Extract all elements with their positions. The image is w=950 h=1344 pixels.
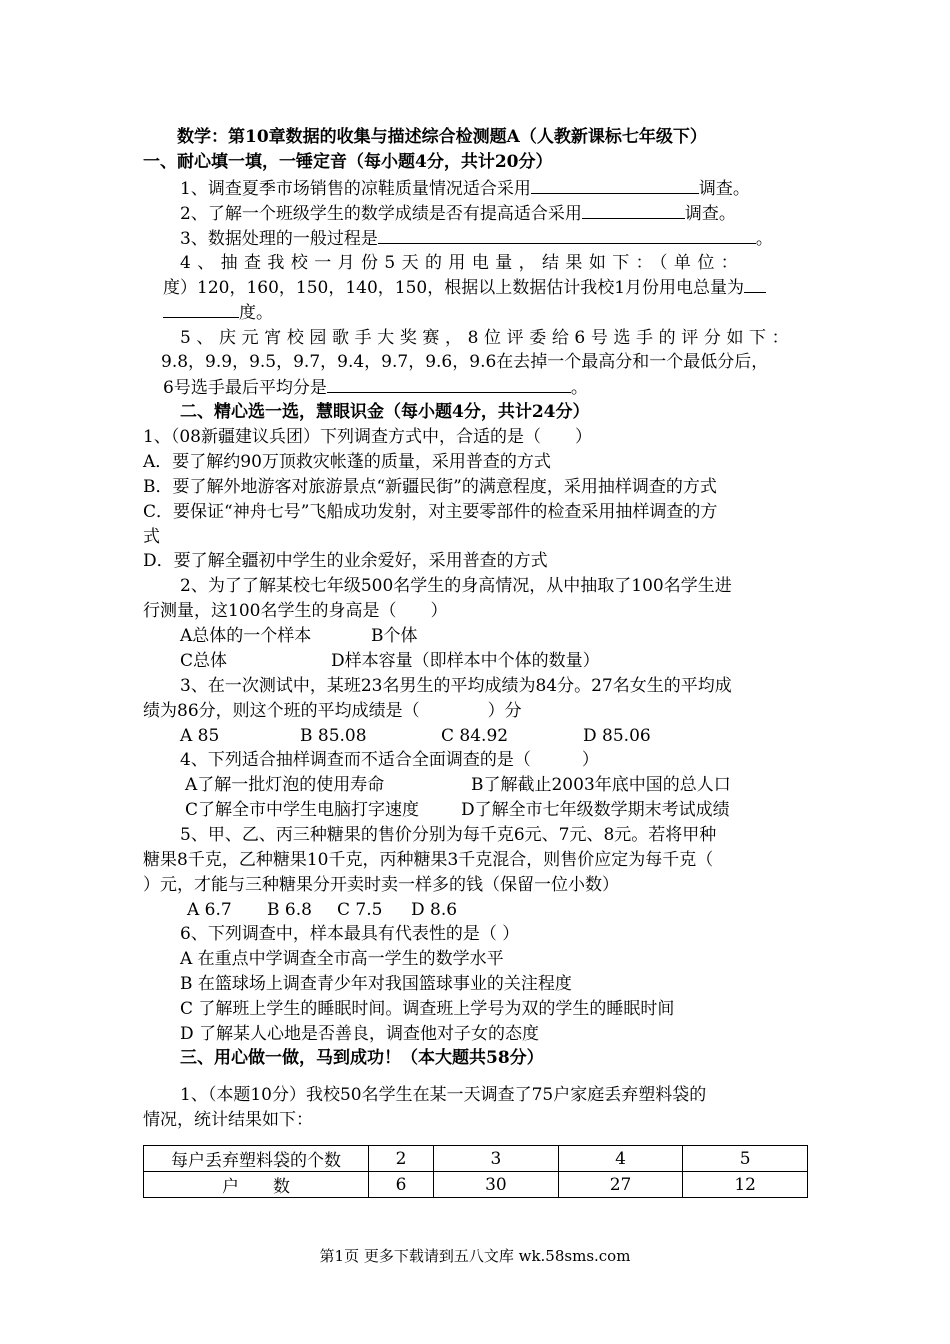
table-row (144, 1146, 808, 1172)
s2-q5-option-b: B 6.8 (267, 900, 312, 920)
s2-q2-line2: 行测量，这100名学生的身高是（ ） (143, 601, 448, 621)
s1-q4-line3: 度。 (163, 301, 273, 324)
s2-q1: 1、（08新疆建议兵团）下列调查方式中，合适的是（ ） (143, 427, 592, 447)
s2-q4-option-c: C了解全市中学生电脑打字速度 (185, 800, 420, 820)
s2-q4: 4、下列适合抽样调查而不适合全面调查的是（ ） (180, 750, 599, 770)
s2-q2-option-b: B个体 (371, 626, 418, 646)
s2-q1-option-c: C．要保证“神舟七号”飞船成功发射，对主要零部件的检查采用抽样调查的方 (143, 502, 718, 522)
table-cell: 5 (683, 1146, 808, 1172)
table-cell: 27 (558, 1172, 683, 1198)
s2-q1-option-b: B．要了解外地游客对旅游景点“新疆民街”的满意程度，采用抽样调查的方式 (143, 477, 717, 497)
section3-heading: 三、用心做一做，马到成功！（本大题共58分） (180, 1048, 544, 1068)
s1-q5-line3: 6号选手最后平均分是 。 (163, 378, 588, 398)
answer-blank (582, 202, 685, 219)
s2-q3-option-b: B 85.08 (300, 726, 367, 746)
table-row (144, 1172, 808, 1198)
s2-q6: 6、下列调查中，样本最具有代表性的是（ ） (180, 924, 520, 944)
page-footer: 第1页 更多下载请到五八文库 wk.58sms.com (319, 1247, 631, 1265)
s2-q2-line1: 2、为了了解某校七年级500名学生的身高情况，从中抽取了100名学生进 (180, 576, 732, 596)
s1-q4-line1: 4、抽查我校一月份5天的用电量，结果如下：（单位： (180, 253, 745, 273)
s3-q1-line1: 1、（本题10分）我校50名学生在某一天调查了75户家庭丢弃塑料袋的 (180, 1085, 707, 1105)
s3-q1-line2: 情况，统计结果如下： (143, 1110, 313, 1130)
s1-q4-line2: 度）120，160，150，140，150，根据以上数据估计我校1月份用电总量为 (163, 276, 766, 299)
table-cell: 4 (558, 1146, 683, 1172)
s2-q2-option-c: C总体 (180, 651, 228, 671)
s2-q5-option-d: D 8.6 (411, 900, 458, 920)
table-cell: 2 (369, 1146, 434, 1172)
section1-heading: 一、耐心填一填，一锤定音（每小题4分，共计20分） (143, 152, 553, 172)
s1-q5-line1: 5、庆元宵校园歌手大奖赛，8位评委给6号选手的评分如下： (180, 328, 795, 348)
s2-q6-option-b: B 在篮球场上调查青少年对我国篮球事业的关注程度 (180, 974, 572, 994)
s2-q5-line2: 糖果8千克，乙种糖果10千克，丙种糖果3千克混合，则售价应定为每千克（ (143, 850, 714, 870)
s2-q5-line3: ）元，才能与三种糖果分开卖时卖一样多的钱（保留一位小数） (143, 875, 619, 895)
s2-q4-option-d: D了解全市七年级数学期末考试成绩 (461, 800, 730, 820)
s2-q4-option-a: A了解一批灯泡的使用寿命 (185, 775, 385, 795)
s1-q1: 1、调查夏季市场销售的凉鞋质量情况适合采用 调查。 (180, 179, 750, 199)
s2-q3-option-a: A 85 (180, 726, 220, 746)
s2-q3-option-c: C 84.92 (441, 726, 509, 746)
s1-q2: 2、了解一个班级学生的数学成绩是否有提高适合采用 调查。 (180, 204, 736, 224)
s2-q5-line1: 5、甲、乙、丙三种糖果的售价分别为每千克6元、7元、8元。若将甲种 (180, 825, 717, 845)
s2-q6-option-d: D 了解某人心地是否善良，调查他对子女的态度 (180, 1024, 540, 1044)
s2-q3-line1: 3、在一次测试中，某班23名男生的平均成绩为84分。27名女生的平均成 (180, 676, 732, 696)
table-cell: 每户丢弃塑料袋的个数 (144, 1146, 369, 1172)
s2-q3-line2: 绩为86分，则这个班的平均成绩是（ ）分 (143, 701, 522, 721)
s2-q5-option-c: C 7.5 (337, 900, 383, 920)
s2-q4-option-b: B了解截止2003年底中国的总人口 (471, 775, 731, 795)
answer-blank (531, 177, 699, 194)
answer-blank (327, 376, 571, 393)
s2-q6-option-a: A 在重点中学调查全市高一学生的数学水平 (180, 949, 504, 969)
s2-q5-option-a: A 6.7 (187, 900, 232, 920)
table-cell: 12 (683, 1172, 808, 1198)
s1-q3: 3、数据处理的一般过程是 。 (180, 229, 773, 249)
answer-blank (744, 276, 766, 293)
table-cell: 3 (434, 1146, 559, 1172)
s2-q2-option-d: D样本容量（即样本中个体的数量） (331, 651, 600, 671)
s2-q1-option-a: A．要了解约90万顶救灾帐蓬的质量，采用普查的方式 (143, 452, 551, 472)
data-table (143, 1145, 808, 1198)
s2-q3-option-d: D 85.06 (583, 726, 651, 746)
section2-heading: 二、精心选一选，慧眼识金（每小题4分，共计24分） (180, 402, 590, 422)
table-cell: 30 (434, 1172, 559, 1198)
answer-blank (378, 227, 756, 244)
s2-q2-option-a: A总体的一个样本 (180, 626, 312, 646)
s2-q6-option-c: C 了解班上学生的睡眠时间。调查班上学号为双的学生的睡眠时间 (180, 999, 675, 1019)
answer-blank (163, 301, 239, 318)
table-cell: 6 (369, 1172, 434, 1198)
s2-q1-option-d: D．要了解全疆初中学生的业余爱好，采用普查的方式 (143, 551, 548, 571)
page-title: 数学：第10章数据的收集与描述综合检测题A（人教新课标七年级下） (177, 127, 707, 147)
s1-q5-line2: 9.8，9.9，9.5，9.7，9.4，9.7，9.6，9.6在去掉一个最高分和一个最低分后， (161, 352, 769, 372)
table-cell: 户 数 (144, 1172, 369, 1198)
s2-q1-option-c-cont: 式 (143, 527, 160, 547)
